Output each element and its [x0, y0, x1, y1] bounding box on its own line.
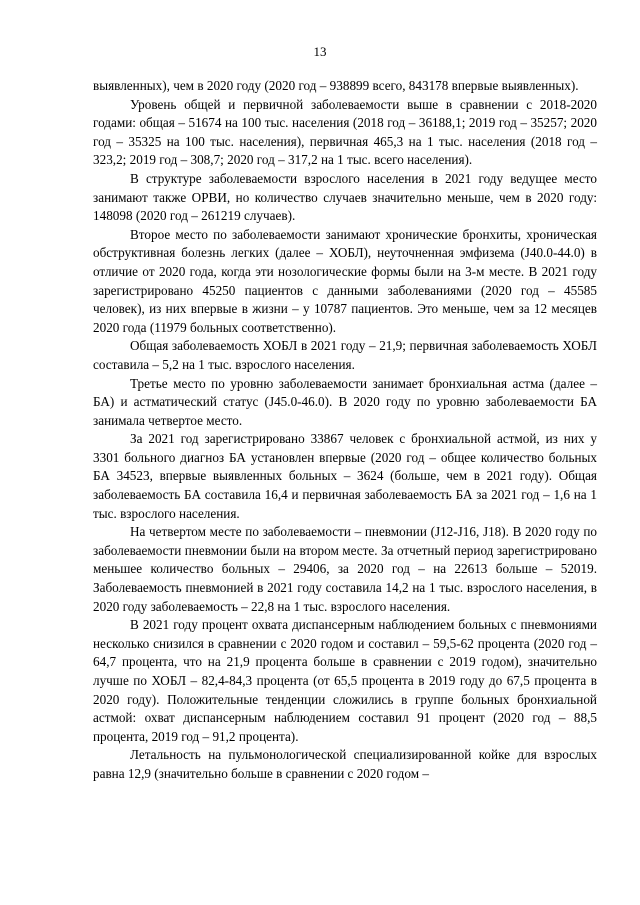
page-number: 13	[313, 44, 327, 59]
paragraph-asthma-third-place: Третье место по уровню заболеваемости занимает бронхиальная астма (далее – БА) и астматический статус (J45.0-46.0). В 2020 году по уровню заболеваемости БА занимала четвертое место.	[93, 375, 597, 428]
paragraph-dispensary-coverage: В 2021 году процент охвата диспансерным наблюдением больных с пневмониями несколько снизился в сравнении с 2020 годом и составил – 59,5-62 процента (2020 год – 64,7 процента, что на 21,9 процента больше в сравнении с 2019 годом), значительно лучше по ХОБЛ – 82,4-84,3 процента (от 65,5 процента в 2019 году до 67,5 процента в 2020 году). Положительные тенденции сложились в группе больных бронхиальной астмой: охват диспансерным наблюдением составил 91 процент (2020 год – 88,5 процента, 2019 год – 91,2 процента).	[93, 617, 597, 744]
paragraph-copd-rates: Общая заболеваемость ХОБЛ в 2021 году – 21,9; первичная заболеваемость ХОБЛ составила – 5,2 на 1 тыс. взрослого населения.	[93, 338, 597, 372]
body-text	[93, 77, 597, 784]
paragraph-asthma-registered: За 2021 год зарегистрировано 33867 человек с бронхиальной астмой, из них у 3301 больного диагноз БА установлен впервые (2020 год – общее количество больных БА 34523, впервые выявленных больных – 3624 (больше, чем в 2021 году). Общая заболеваемость БА составила 16,4 и первичная заболеваемость БА за 2021 год – 1,6 на 1 тыс. взрослого населения.	[93, 431, 597, 521]
paragraph-pneumonia: На четвертом месте по заболеваемости – пневмонии (J12-J16, J18). В 2020 году по заболеваемости пневмонии были на втором месте. За отчетный период зарегистрировано меньшее количество больных – 29406, за 2020 год – на 22613 больше – 52019. Заболеваемость пневмонией в 2021 году составила 14,2 на 1 тыс. взрослого населения, в 2020 году заболеваемость – 22,8 на 1 тыс. взрослого населения.	[93, 524, 597, 614]
paragraph-mortality: Летальность на пульмонологической специализированной койке для взрослых равна 12,9 (значительно больше в сравнении с 2020 годом –	[93, 747, 597, 781]
paragraph-morbidity-levels: Уровень общей и первичной заболеваемости выше в сравнении с 2018-2020 годами: общая – 51674 на 100 тыс. населения (2018 год – 36188,1; 2019 год – 35257; 2020 год – 35325 на 100 тыс. населения), первичная 465,3 на 1 тыс. населения (2018 год – 323,2; 2019 год – 308,7; 2020 год – 317,2 на 1 тыс. всего населения).	[93, 96, 597, 168]
paragraph-continuation: выявленных), чем в 2020 году (2020 год – 938899 всего, 843178 впервые выявленных).	[93, 78, 579, 93]
paragraph-arvi: В структуре заболеваемости взрослого населения в 2021 году ведущее место занимают также ОРВИ, но количество случаев значительно меньше, чем в 2020 году: 148098 (2020 год – 261219 случаев).	[93, 170, 597, 224]
paragraph-copd-second-place: Второе место по заболеваемости занимают хронические бронхиты, хроническая обструктивная болезнь легких (далее – ХОБЛ), неуточненная эмфизема (J40.0-44.0) в отличие от 2020 года, когда эти нозологические формы были на 3-м месте. В 2021 году зарегистрировано 45250 пациентов с данными заболеваниями (2020 год – 45585 человек), из них впервые в жизни – у 10787 пациентов. Это меньше, чем за 12 месяцев 2020 года (11979 больных соответственно).	[93, 226, 597, 335]
